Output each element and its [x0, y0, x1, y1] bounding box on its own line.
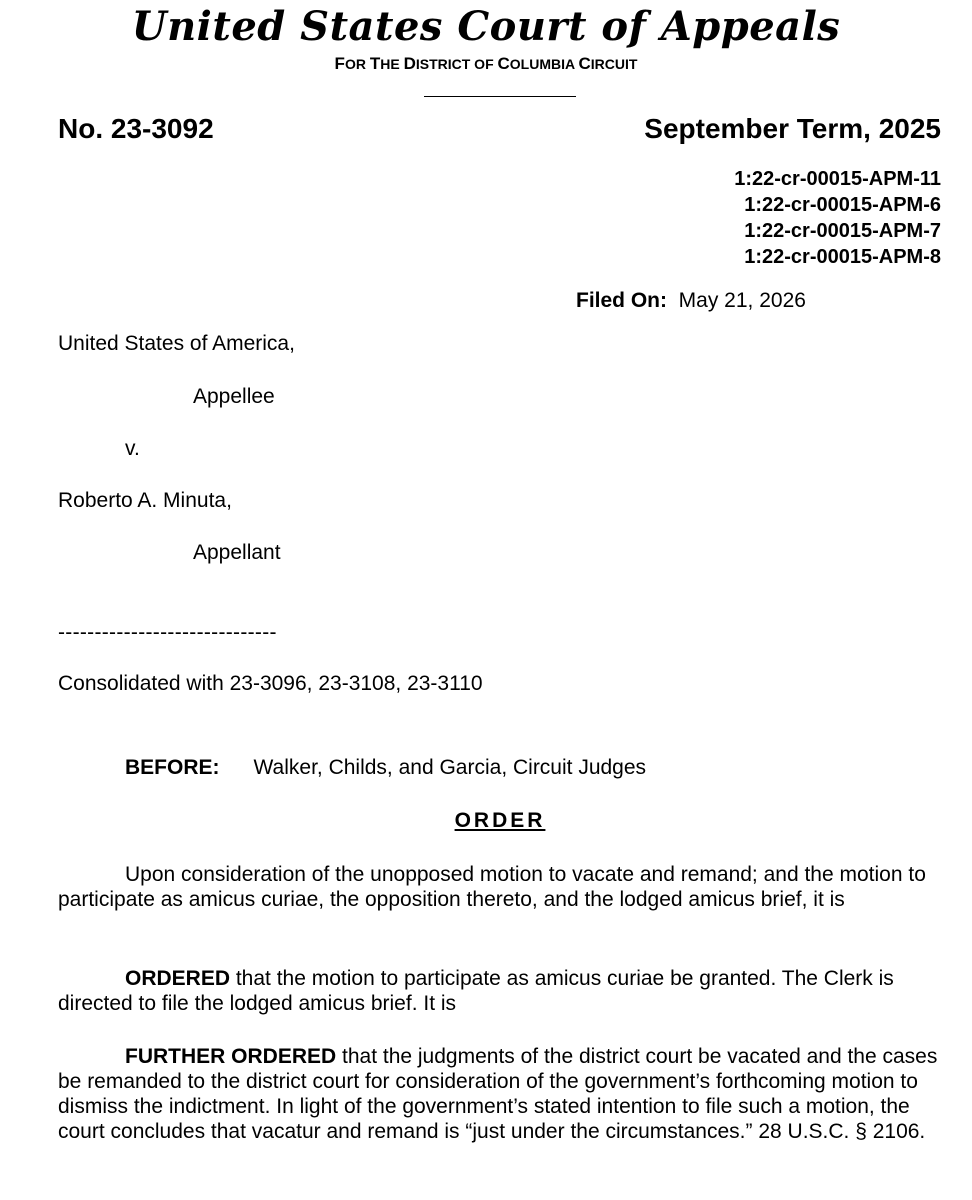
filed-date: May 21, 2026 — [678, 289, 806, 312]
circuit-name: FOR THE DISTRICT OF COLUMBIA CIRCUIT — [334, 54, 638, 73]
header-rule — [424, 96, 576, 97]
appellee-role: Appellee — [193, 385, 275, 408]
lower-court-case: 1:22-cr-00015-APM-6 — [744, 194, 941, 216]
further-ordered-lead: FURTHER ORDERED — [125, 1045, 337, 1068]
lower-court-case-list — [734, 166, 941, 270]
lower-court-case: 1:22-cr-00015-APM-11 — [734, 168, 941, 190]
filed-on — [576, 288, 806, 314]
order-paragraph-3: FURTHER ORDERED that the judgments of the district court be vacated and the cases be remanded to the district court for consideration of the government’s forthcoming motion to dismiss the indictment. In light of the government’s stated intention to file such a motion, the court concludes that vacatur and remand is “just under the circumstances.” 28 U.S.C. § 2106. — [58, 1045, 938, 1143]
versus: v. — [125, 437, 140, 460]
court-name: United States Court of Appeals — [131, 3, 841, 50]
panel-label: BEFORE: — [125, 756, 220, 779]
order-paragraph-2: ORDERED that the motion to participate as amicus curiae be granted. The Clerk is directed to file the lodged amicus brief. It is — [58, 967, 894, 1015]
appellee-name: United States of America, — [58, 332, 295, 355]
panel-judges: Walker, Childs, and Garcia, Circuit Judges — [253, 756, 647, 779]
case-number: No. 23-3092 — [58, 113, 214, 144]
ordered-lead: ORDERED — [125, 967, 231, 990]
lower-court-case: 1:22-cr-00015-APM-8 — [744, 246, 941, 268]
separator-line: ------------------------------ — [58, 621, 277, 644]
appellant-role: Appellant — [193, 541, 281, 564]
order-heading: ORDER — [454, 809, 546, 832]
consolidated-cases: Consolidated with 23-3096, 23-3108, 23-3110 — [58, 672, 483, 695]
appellant-name: Roberto A. Minuta, — [58, 489, 232, 512]
panel — [125, 755, 646, 781]
filed-label: Filed On: — [576, 289, 667, 312]
lower-court-case: 1:22-cr-00015-APM-7 — [744, 220, 941, 242]
order-paragraph-1: Upon consideration of the unopposed motion to vacate and remand; and the motion to participate as amicus curiae, the opposition thereto, and the lodged amicus brief, it is — [58, 863, 926, 911]
court-term: September Term, 2025 — [644, 113, 941, 144]
